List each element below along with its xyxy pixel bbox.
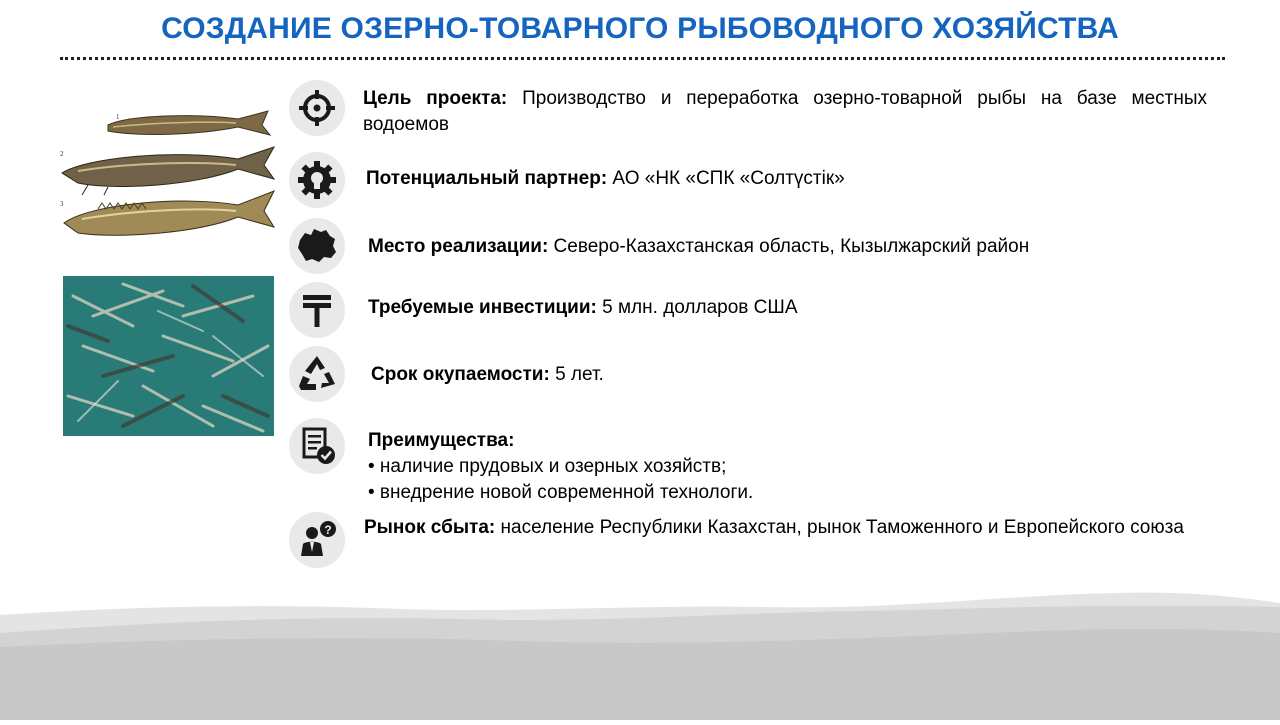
text-partner: АО «НК «СПК «Солтүстік» [607,168,845,189]
decorative-hills [0,585,1280,720]
text-market: население Республики Казахстан, рынок Таможенного и Европейского союза [495,517,1184,538]
text-project-goal: Производство и переработка озерно-товарной рыбы на базе местных водоемов [363,88,1207,135]
row-project-goal [363,86,1207,138]
row-investment [368,295,1218,321]
fish-farm-photo [63,276,274,436]
advantage-item: • внедрение новой современной технологи. [368,482,754,503]
row-market [364,515,1248,541]
slide-title: СОЗДАНИЕ ОЗЕРНО-ТОВАРНОГО РЫБОВОДНОГО ХОЗЯЙСТВА [161,12,1119,45]
target-icon [289,80,345,136]
fish-label-3: 3 [60,200,64,208]
region-map-icon [289,218,345,274]
label-market: Рынок сбыта: [364,517,496,538]
fish-label-2: 2 [60,150,64,158]
row-payback [371,362,1221,388]
text-investment: 5 млн. долларов США [596,297,798,318]
title-divider [60,57,1225,60]
text-location: Северо-Казахстанская область, Кызылжарский район [548,236,1030,257]
row-advantages [368,428,1218,506]
label-investment: Требуемые инвестиции: [368,297,597,318]
gear-lightbulb-icon [289,152,345,208]
tenge-icon [289,282,345,338]
label-project-goal: Цель проекта: [363,88,508,109]
text-payback: 5 лет. [549,364,604,385]
label-advantages: Преимущества: [368,430,515,451]
row-location [368,234,1218,260]
svg-text:?: ? [324,523,332,537]
sturgeon-illustration [58,105,276,240]
advantage-item: • наличие прудовых и озерных хозяйств; [368,456,727,477]
row-partner [366,166,1216,192]
recycle-icon [289,346,345,402]
label-location: Место реализации: [368,236,549,257]
businessman-question-icon [289,512,345,568]
label-payback: Срок окупаемости: [371,364,550,385]
fish-label-1: 1 [116,113,120,121]
checklist-icon [289,418,345,474]
label-partner: Потенциальный партнер: [366,168,608,189]
